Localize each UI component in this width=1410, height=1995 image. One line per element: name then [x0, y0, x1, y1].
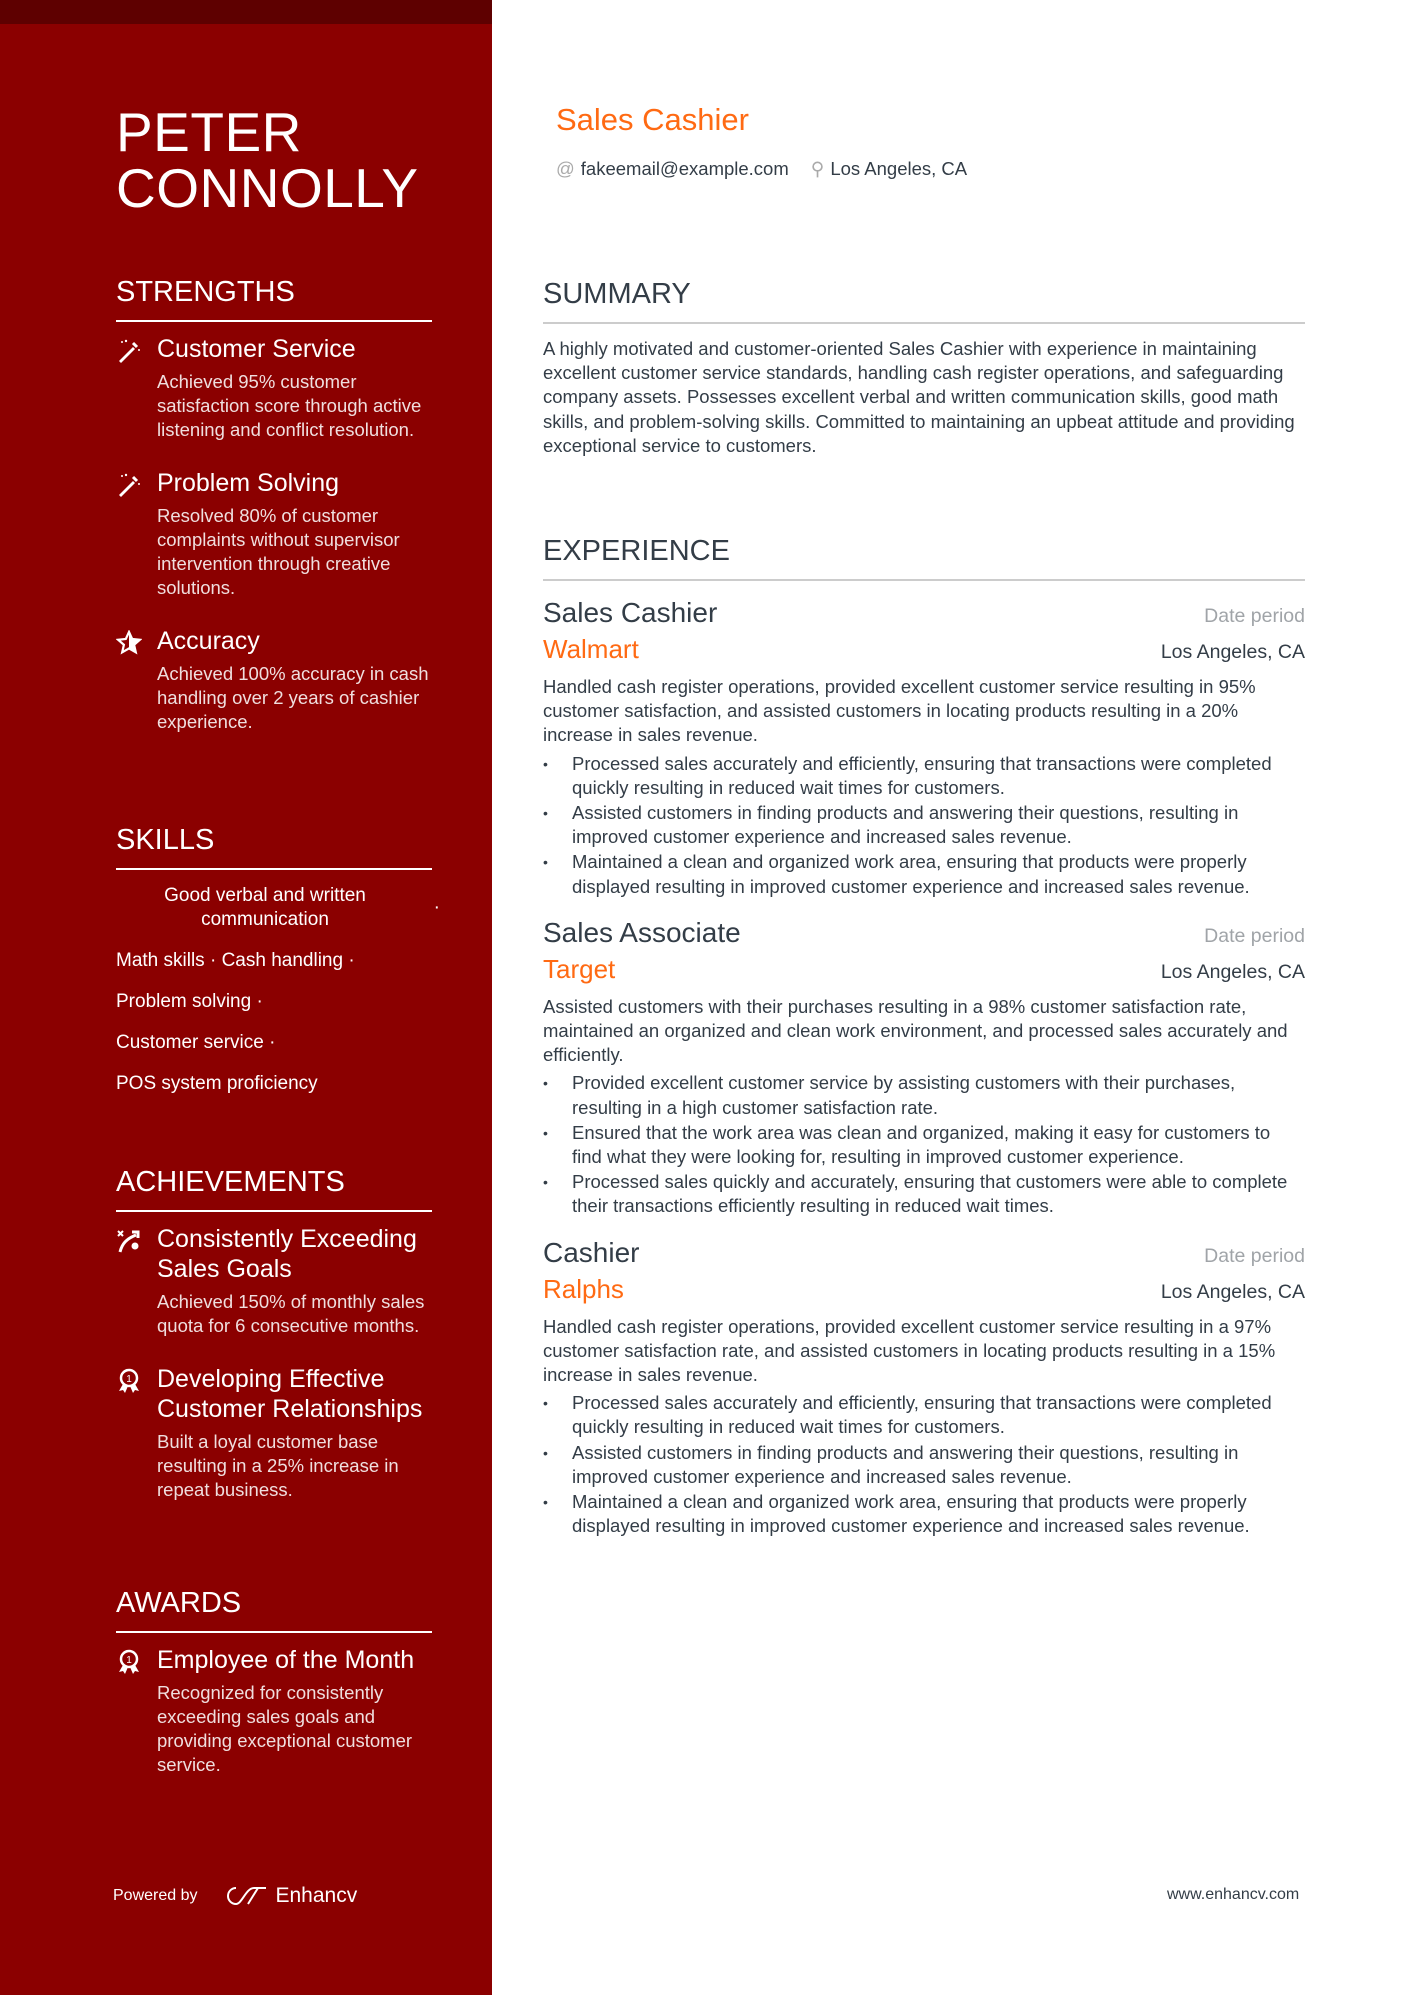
bullet-item: • Maintained a clean and organized work area, ensuring that products were properly displayed resulting in improved customer experience and increased sales revenue.: [543, 1490, 1305, 1538]
sidebar: [0, 0, 492, 1995]
svg-text:1: 1: [126, 1655, 132, 1666]
bullet-item: • Processed sales accurately and efficiently, ensuring that transactions were completed quickly resulting in reduced wait times for customers.: [543, 752, 1305, 800]
award-ribbon-icon: [116, 1649, 142, 1675]
experience-section: [543, 533, 1305, 1539]
bullet-item: • Assisted customers in finding products and answering their questions, resulting in improved customer experience and increased sales revenue.: [543, 801, 1305, 849]
strength-item-description: Achieved 100% accuracy in cash handling over 2 years of cashier experience.: [157, 663, 429, 732]
svg-text:1: 1: [126, 1374, 132, 1385]
award-item-description: Recognized for consistently exceeding sales goals and providing exceptional customer service.: [157, 1682, 413, 1775]
website-link[interactable]: www.enhancv.com: [1167, 1886, 1300, 1903]
bullet-item: • Provided excellent customer service by assisting customers with their purchases, resulting in a high customer satisfaction rate.: [543, 1071, 1305, 1119]
job-entry: [543, 1235, 1305, 1539]
strategy-icon: [116, 1228, 142, 1254]
experience-heading: EXPERIENCE: [543, 533, 1305, 581]
skill-item: Math skills · Cash handling ·: [116, 950, 355, 971]
award-item-title: Employee of the Month: [157, 1646, 415, 1674]
skill-item: Problem solving ·: [116, 991, 263, 1012]
job-title: Sales Associate: [543, 916, 741, 948]
awards-heading: AWARDS: [116, 1585, 432, 1633]
job-date: Date period: [1204, 924, 1305, 947]
company-name: Walmart: [543, 634, 639, 664]
skills-heading: SKILLS: [116, 822, 432, 870]
skill-item: Customer service ·: [116, 1032, 276, 1053]
bullet-item: • Processed sales accurately and efficiently, ensuring that transactions were completed quickly resulting in reduced wait times for customers.: [543, 1391, 1305, 1439]
achievements-section: [116, 1164, 432, 1528]
at-icon: @: [556, 158, 575, 179]
strengths-section: [116, 274, 432, 760]
bullet-item: • Assisted customers in finding products and answering their questions, resulting in improved customer experience and increased sales revenue.: [543, 1441, 1305, 1489]
enhancv-logo-icon: [222, 1884, 268, 1908]
strength-item-title: Customer Service: [157, 335, 356, 363]
job-date: Date period: [1204, 605, 1305, 627]
award-item: [116, 1645, 432, 1777]
location-pin-icon: ⚲: [810, 158, 825, 179]
job-title-header: Sales Cashier: [556, 102, 749, 137]
bullet-item: • Processed sales quickly and accurately, ensuring that customers were able to complete their transactions efficiently resulting in reduced wait times.: [543, 1170, 1305, 1218]
star-icon: [116, 630, 142, 656]
strength-item: [116, 334, 432, 442]
job-location: Los Angeles, CA: [1160, 641, 1305, 663]
strength-item: [116, 626, 432, 734]
achievement-item-title: Consistently Exceeding Sales Goals: [157, 1225, 417, 1283]
job-bullets: [543, 1391, 1305, 1538]
powered-by: [113, 1884, 357, 1908]
strength-item-title: Accuracy: [157, 627, 260, 655]
achievement-item: [116, 1224, 432, 1338]
job-date: Date period: [1204, 1244, 1305, 1267]
job-description: Assisted customers with their purchases resulting in a 98% customer satisfaction rate, maintained an organized and clean work environment, and processed sales accurately and efficiently.: [543, 995, 1288, 1066]
job-description: Handled cash register operations, provided excellent customer service resulting in a 97% customer satisfaction rate, and assisted customers in locating products resulting in a 15% increase in sales revenue.: [543, 1315, 1276, 1386]
achievement-item: [116, 1364, 432, 1502]
strength-item-description: Resolved 80% of customer complaints without supervisor intervention through creative solutions.: [157, 505, 400, 598]
strength-item-title: Problem Solving: [157, 469, 340, 497]
job-bullets: [543, 752, 1305, 899]
bullet-item: • Ensured that the work area was clean and organized, making it easy for customers to find what they were looking for, resulting in improved customer experience.: [543, 1121, 1305, 1169]
candidate-name: PETER CONNOLLY: [116, 101, 419, 219]
achievement-item-description: Achieved 150% of monthly sales quota for 6 consecutive months.: [157, 1291, 425, 1336]
achievement-item-title: Developing Effective Customer Relationships: [157, 1365, 423, 1423]
job-entry: [543, 915, 1305, 1219]
achievement-item-description: Built a loyal customer base resulting in a 25% increase in repeat business.: [157, 1431, 399, 1500]
strength-item-description: Achieved 95% customer satisfaction score through active listening and conflict resolution.: [157, 371, 422, 440]
job-location: Los Angeles, CA: [1160, 1280, 1305, 1303]
email[interactable]: @ fakeemail@example.com: [556, 158, 789, 179]
company-name: Ralphs: [543, 1273, 624, 1304]
summary-text: A highly motivated and customer-oriented Sales Cashier with experience in maintaining excellent customer service standards, handling cash register operations, and safeguarding company assets. Possesses excellent verbal and written communication skills, good math skills, and problem-solving skills. Committed to maintaining an upbeat attitude and providing exceptional service to customers.: [543, 338, 1295, 456]
award-ribbon-icon: [116, 1368, 142, 1394]
enhancv-brand: Enhancv: [275, 1884, 358, 1907]
achievements-heading: ACHIEVEMENTS: [116, 1164, 432, 1212]
company-name: Target: [543, 953, 616, 984]
strength-item: [116, 468, 432, 600]
awards-section: [116, 1585, 432, 1803]
contact-info: [556, 158, 967, 180]
job-location: Los Angeles, CA: [1160, 960, 1305, 983]
job-bullets: [543, 1071, 1305, 1218]
powered-by-label: Powered by: [113, 1887, 198, 1904]
magic-wand-icon: [116, 338, 142, 364]
top-bar: [0, 0, 492, 24]
bullet-item: • Maintained a clean and organized work area, ensuring that products were properly displayed resulting in improved customer experience and increased sales revenue.: [543, 850, 1305, 898]
skill-item: POS system proficiency: [116, 1073, 318, 1094]
magic-wand-icon: [116, 472, 142, 498]
skills-section: [116, 822, 440, 1113]
location: ⚲ Los Angeles, CA: [810, 158, 968, 179]
enhancv-logo[interactable]: [222, 1884, 358, 1908]
summary-heading: SUMMARY: [543, 276, 1305, 324]
strengths-heading: STRENGTHS: [116, 274, 432, 322]
skill-item: Good verbal and written communication ·: [164, 885, 440, 930]
summary-section: [543, 276, 1305, 458]
job-title: Cashier: [543, 1236, 640, 1268]
job-description: Handled cash register operations, provided excellent customer service resulting in 95% customer satisfaction, and assisted customers in locating products resulting in a 20% increase in sales revenue.: [543, 676, 1256, 746]
job-title: Sales Cashier: [543, 597, 718, 628]
job-entry: [543, 595, 1305, 899]
